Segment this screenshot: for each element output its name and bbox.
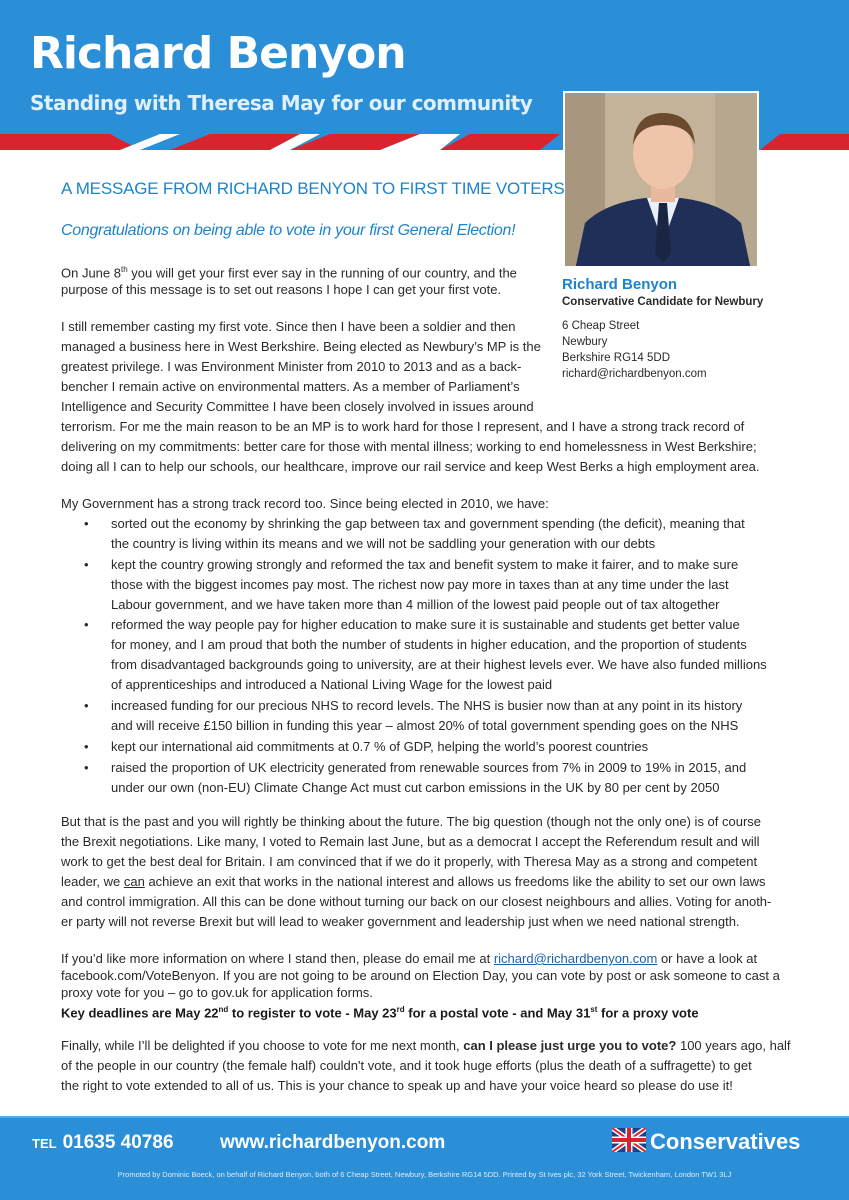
party-logo: Conservatives [612, 1128, 800, 1155]
bio-line: Intelligence and Security Committee I have been closely involved in issues around [61, 399, 534, 414]
website-link[interactable]: www.richardbenyon.com [220, 1132, 446, 1153]
bio-line: bencher I remain active on environmental matters. As a member of Parliament’s [61, 379, 520, 394]
bullet-icon: • [84, 516, 89, 531]
bio-line: I still remember casting my first vote. Since then I have been a soldier and then [61, 319, 516, 334]
candidate-name: Richard Benyon [562, 276, 678, 293]
brexit-line: But that is the past and you will rightly be thinking about the future. The big question (though not the only one) is of course [61, 814, 762, 829]
info-line: proxy vote for you – go to gov.uk for application forms. [61, 985, 373, 1000]
address-line: 6 Cheap Street [562, 320, 640, 332]
candidate-email[interactable]: richard@richardbenyon.com [562, 368, 707, 380]
candidate-title: Richard Benyon [30, 28, 406, 79]
candidate-photo [563, 91, 759, 268]
brexit-line: work to get the best deal for Britain. I am convinced that if we do it properly, with Theresa May as a strong and competent [61, 854, 758, 869]
address-line: Newbury [562, 336, 608, 348]
brexit-line: er party will not reverse Brexit but will lead to weaker government and leadership just when we need national strength. [61, 914, 740, 929]
bio-line: managed a business here in West Berkshire. Being elected as Newbury’s MP is the [61, 339, 541, 354]
intro-paragraph-line: purpose of this message is to set out reasons I hope I can get your first vote. [61, 282, 502, 297]
brexit-line: leader, we can achieve an exit that works in the national interest and allows us freedoms like the ability to set our own laws [61, 874, 766, 889]
bio-line: doing all I can to help our schools, our healthcare, improve our rail service and keep West Berks a high employment area. [61, 459, 760, 474]
imprint: Promoted by Dominic Boeck, on behalf of Richard Benyon, both of 6 Cheap Street, Newbury, Berkshire RG14 5DD. Printed by St Ives plc, 32 York Street, Twickenham, London TW1 3LJ [117, 1170, 732, 1179]
candidate-role: Conservative Candidate for Newbury [562, 296, 764, 308]
congratulations-subheading: Congratulations on being able to vote in your first General Election! [61, 222, 516, 239]
key-deadlines: Key deadlines are May 22nd to register to vote - May 23rd for a postal vote - and May 31st for a proxy vote [61, 1005, 699, 1021]
final-line: the right to vote extended to all of us. This is your chance to speak up and have your voice heard so please do use it! [61, 1078, 733, 1093]
info-line: facebook.com/VoteBenyon. If you are not going to be around on Election Day, you can vote by post or ask someone to cast a [61, 968, 780, 983]
email-link[interactable]: richard@richardbenyon.com [493, 951, 658, 966]
address-line: Berkshire RG14 5DD [562, 352, 671, 364]
info-line: If you’d like more information on where I stand then, please do email me at richard@richardbenyon.com or have a look at [61, 951, 758, 966]
bio-line: terrorism. For me the main reason to be an MP is to work hard for those I represent, and I have a strong track record of [61, 419, 745, 434]
final-line: of the people in our country (the female half) couldn't vote, and it took huge efforts (plus the death of a suffragette) to get [61, 1058, 752, 1073]
telephone: TEL 01635 40786 [32, 1132, 174, 1153]
bio-line: greatest privilege. I was Environment Minister from 2010 to 2013 and as a back- [61, 359, 522, 374]
government-intro: My Government has a strong track record too. Since being elected in 2010, we have: [61, 496, 549, 511]
bullet-icon: • [84, 698, 89, 713]
intro-paragraph-line: On June 8th you will get your first ever say in the running of our country, and the [61, 265, 517, 281]
final-line: Finally, while I’ll be delighted if you choose to vote for me next month, can I please just urge you to vote? 100 years ago, half [61, 1038, 791, 1053]
message-heading: A MESSAGE FROM RICHARD BENYON TO FIRST TIME VOTERS [61, 179, 565, 198]
bullet-icon: • [84, 617, 89, 632]
bullet-icon: • [84, 739, 89, 754]
brexit-line: the Brexit negotiations. Like many, I voted to Remain last June, but as a democrat I accept the Referendum result and will [61, 834, 760, 849]
union-jack-tree-icon [612, 1128, 646, 1152]
bio-line: delivering on my commitments: better care for those with mental illness; working to end homelessness in West Berkshire; [61, 439, 757, 454]
tagline: Standing with Theresa May for our community [30, 91, 533, 115]
bullet-icon: • [84, 760, 89, 775]
brexit-line: and control immigration. All this can be done without turning our back on our closest neighbours and allies. Voting for anoth- [61, 894, 772, 909]
footer-banner [0, 1118, 849, 1200]
bullet-icon: • [84, 557, 89, 572]
candidate-info [562, 276, 763, 382]
